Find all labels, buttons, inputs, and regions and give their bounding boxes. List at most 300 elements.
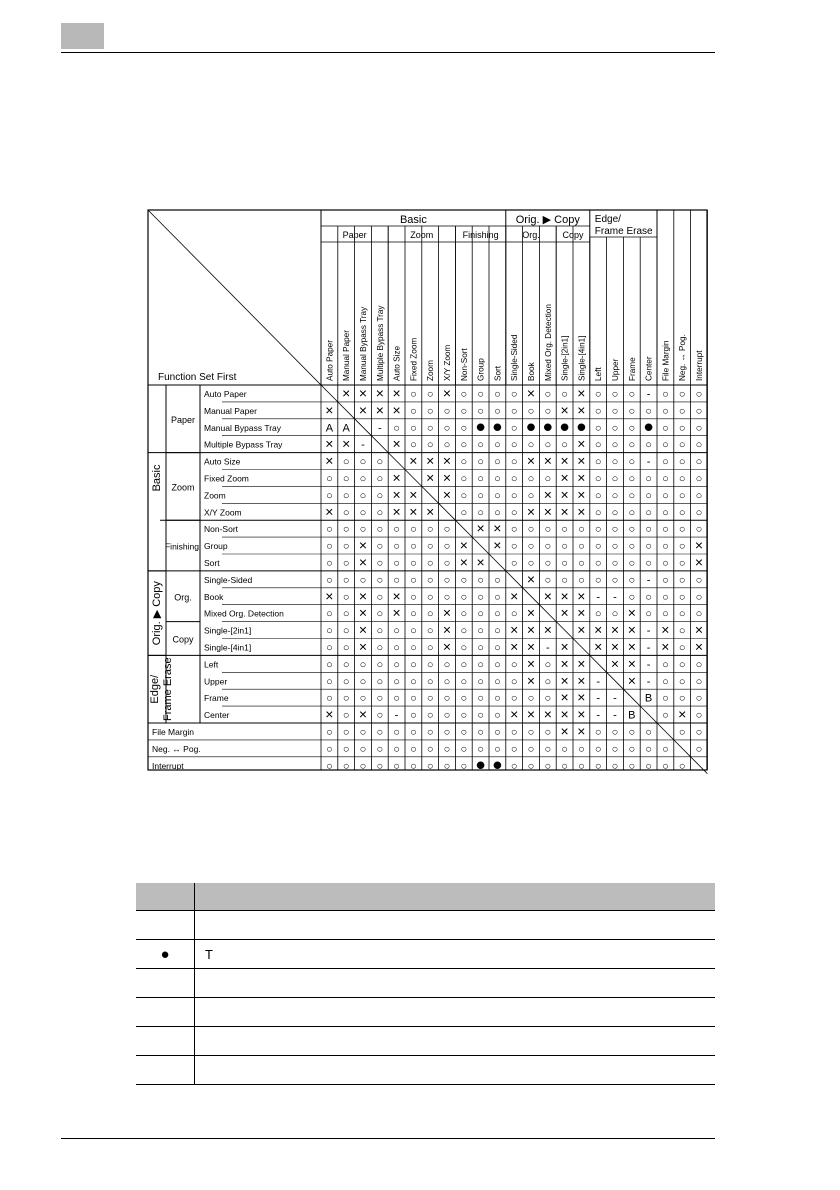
cell-available: ○ [342, 726, 350, 739]
cell-available: ○ [460, 489, 468, 502]
cell-available: ○ [494, 489, 501, 502]
cell-unavailable: × [526, 503, 536, 520]
cell-available: ○ [376, 591, 384, 604]
cell-available: ○ [678, 658, 686, 671]
cell-available: ○ [678, 726, 686, 739]
cell-available: ○ [628, 574, 636, 587]
cell-unavailable: × [375, 401, 384, 418]
cell-available: ○ [628, 726, 636, 739]
cell-available: ○ [443, 709, 451, 722]
cell-unavailable: × [610, 638, 620, 655]
cell-available: ○ [628, 557, 636, 570]
cell-unavailable: × [442, 384, 452, 401]
cell-symbol: - [646, 388, 651, 401]
cell-available: ○ [494, 388, 501, 401]
cell-available: ○ [477, 439, 484, 452]
row-label: Group [204, 541, 228, 552]
cell-available: ○ [594, 523, 602, 536]
cell-unavailable: × [358, 537, 368, 554]
column-label: Auto Size [392, 345, 402, 381]
cell-available: ○ [443, 557, 451, 570]
row-label: Left [204, 659, 219, 670]
cell-unavailable: × [543, 706, 552, 723]
legend-header-row [136, 883, 715, 911]
cell-filled-circle [561, 423, 569, 431]
cell-available: ○ [611, 743, 619, 756]
cell-available: ○ [477, 591, 484, 604]
legend-description [195, 1056, 716, 1085]
cell-unavailable: × [661, 638, 670, 655]
cell-available: ○ [611, 574, 619, 587]
cell-available: ○ [678, 540, 686, 553]
cell-available: ○ [678, 439, 686, 452]
legend-symbol [136, 911, 195, 940]
cell-unavailable: × [392, 469, 401, 486]
cell-available: ○ [510, 557, 518, 570]
cell-available: ○ [460, 456, 468, 469]
cell-available: ○ [376, 641, 384, 654]
cell-available: ○ [678, 388, 686, 401]
cell-unavailable: × [358, 553, 368, 570]
cell-unavailable: × [358, 384, 368, 401]
cell-available: ○ [326, 692, 333, 705]
cell-available: ○ [527, 743, 535, 756]
left-subgroup-label-finishing: Finishing [164, 541, 200, 552]
cell-unavailable: × [358, 401, 368, 418]
column-label: Left [594, 367, 604, 381]
cell-available: ○ [460, 388, 468, 401]
cell-available: ○ [662, 760, 669, 773]
cell-available: ○ [611, 557, 619, 570]
cell-unavailable: × [526, 604, 536, 621]
cell-available: ○ [426, 388, 434, 401]
cell-unavailable: × [577, 689, 586, 706]
cell-available: ○ [494, 709, 501, 722]
cell-available: ○ [477, 625, 484, 638]
cell-available: ○ [460, 760, 468, 773]
cell-unavailable: × [560, 401, 569, 418]
cell-available: ○ [695, 726, 703, 739]
cell-available: ○ [544, 743, 552, 756]
cell-available: ○ [611, 388, 619, 401]
cell-available: ○ [510, 405, 518, 418]
cell-unavailable: × [560, 486, 569, 503]
cell-available: ○ [645, 591, 652, 604]
cell-unavailable: × [577, 706, 586, 723]
cell-available: ○ [578, 540, 585, 553]
diagonal-cell [691, 757, 708, 774]
left-subgroup-label-copy: Copy [172, 634, 194, 645]
cell-available: ○ [342, 658, 350, 671]
cell-symbol: - [377, 422, 382, 435]
cell-available: ○ [510, 608, 518, 621]
cell-unavailable: × [442, 469, 452, 486]
cell-available: ○ [662, 557, 669, 570]
cell-available: ○ [662, 591, 669, 604]
cell-available: ○ [678, 405, 686, 418]
cell-available: ○ [359, 523, 367, 536]
cell-available: ○ [628, 439, 636, 452]
legend-description [195, 1027, 716, 1056]
cell-available: ○ [628, 506, 636, 519]
cell-available: ○ [477, 743, 484, 756]
cell-available: ○ [326, 557, 333, 570]
cell-available: ○ [628, 489, 636, 502]
cell-available: ○ [326, 608, 333, 621]
subgroup-label-paper: Paper [342, 230, 367, 240]
cell-available: ○ [678, 472, 686, 485]
cell-unavailable: × [543, 587, 552, 604]
cell-available: ○ [359, 506, 367, 519]
column-label: Group [476, 358, 486, 381]
cell-available: ○ [544, 523, 552, 536]
cell-available: ○ [510, 658, 518, 671]
legend-row [136, 1056, 715, 1085]
cell-unavailable: × [526, 638, 536, 655]
cell-available: ○ [611, 760, 619, 773]
cell-unavailable: × [661, 621, 670, 638]
cell-available: ○ [410, 540, 417, 553]
cell-symbol: - [596, 591, 601, 604]
cell-available: ○ [326, 625, 333, 638]
cell-available: ○ [510, 422, 518, 435]
column-label: Single-Sided [510, 334, 520, 381]
cell-available: ○ [326, 472, 333, 485]
row-label: Auto Size [204, 456, 241, 467]
cell-available: ○ [578, 557, 585, 570]
cell-available: ○ [443, 591, 451, 604]
cell-available: ○ [477, 641, 484, 654]
cell-available: ○ [342, 591, 350, 604]
column-label: Book [527, 362, 536, 381]
legend-symbol-filled-circle: ● [136, 940, 195, 969]
legend-description [195, 998, 716, 1027]
cell-available: ○ [326, 658, 333, 671]
cell-available: ○ [611, 608, 619, 621]
cell-available: ○ [695, 439, 703, 452]
cell-available: ○ [477, 472, 484, 485]
cell-available: ○ [494, 574, 501, 587]
diagonal-cell [623, 689, 640, 706]
cell-available: ○ [443, 760, 451, 773]
row-label: Manual Bypass Tray [204, 422, 282, 433]
column-label: Center [644, 356, 654, 381]
diagonal-cell [371, 436, 388, 453]
cell-available: ○ [544, 557, 552, 570]
cell-unavailable: × [392, 587, 401, 604]
cell-available: ○ [376, 456, 384, 469]
cell-unavailable: × [577, 435, 586, 452]
cell-available: ○ [645, 760, 652, 773]
diagonal-cell [355, 419, 372, 436]
cell-unavailable: × [526, 570, 536, 587]
cell-available: ○ [578, 574, 585, 587]
cell-symbol: - [613, 709, 617, 722]
legend-row [136, 940, 715, 969]
row-label: Single-[2in1] [204, 625, 252, 636]
cell-available: ○ [326, 760, 333, 773]
cell-available: ○ [662, 540, 669, 553]
cell-available: ○ [494, 743, 501, 756]
cell-available: ○ [544, 472, 552, 485]
row-label: Interrupt [152, 760, 184, 771]
cell-available: ○ [527, 540, 535, 553]
cell-available: ○ [342, 540, 350, 553]
group-label-edge: Edge/ [594, 214, 621, 225]
legend-header-symbol [136, 883, 195, 911]
cell-available: ○ [662, 743, 669, 756]
cell-available: ○ [611, 439, 619, 452]
footer-rule [61, 1138, 715, 1139]
cell-available: ○ [393, 574, 400, 587]
cell-filled-circle [544, 423, 552, 431]
row-label: X/Y Zoom [204, 507, 242, 518]
cell-available: ○ [376, 540, 384, 553]
cell-unavailable: × [325, 706, 334, 723]
cell-available: ○ [695, 405, 703, 418]
cell-available: ○ [410, 439, 417, 452]
cell-unavailable: × [510, 621, 519, 638]
cell-available: ○ [695, 658, 703, 671]
cell-unavailable: × [560, 655, 569, 672]
cell-unavailable: × [358, 706, 368, 723]
column-label: Upper [611, 358, 620, 381]
cell-available: ○ [662, 692, 669, 705]
cell-available: ○ [426, 658, 434, 671]
cell-available: ○ [460, 591, 468, 604]
cell-available: ○ [460, 692, 468, 705]
cell-unavailable: × [594, 638, 603, 655]
cell-unavailable: × [476, 553, 485, 570]
cell-available: ○ [359, 760, 367, 773]
cell-unavailable: × [694, 621, 704, 638]
column-label: File Margin [661, 340, 671, 381]
cell-available: ○ [376, 472, 384, 485]
cell-available: ○ [443, 574, 451, 587]
cell-unavailable: × [577, 486, 586, 503]
cell-unavailable: × [392, 384, 401, 401]
cell-available: ○ [662, 675, 669, 688]
cell-available: ○ [611, 506, 619, 519]
cell-available: ○ [326, 641, 333, 654]
cell-symbol: - [596, 709, 601, 722]
cell-available: ○ [494, 692, 501, 705]
cell-available: ○ [645, 743, 652, 756]
cell-available: ○ [410, 743, 417, 756]
cell-filled-circle [645, 423, 653, 431]
cell-unavailable: × [325, 452, 334, 469]
cell-available: ○ [426, 675, 434, 688]
cell-available: ○ [611, 489, 619, 502]
subgroup-label-finishing: Finishing [462, 230, 499, 240]
cell-available: ○ [477, 608, 484, 621]
cell-available: ○ [611, 456, 619, 469]
cell-unavailable: × [577, 672, 586, 689]
cell-available: ○ [342, 523, 350, 536]
cell-symbol: - [646, 641, 651, 654]
cell-available: ○ [544, 540, 552, 553]
cell-available: ○ [376, 557, 384, 570]
cell-available: ○ [342, 692, 350, 705]
cell-available: ○ [342, 472, 350, 485]
legend-row [136, 969, 715, 998]
cell-unavailable: × [560, 689, 569, 706]
cell-available: ○ [494, 608, 501, 621]
cell-available: ○ [342, 456, 350, 469]
cell-unavailable: × [560, 638, 569, 655]
cell-available: ○ [662, 472, 669, 485]
cell-available: ○ [510, 743, 518, 756]
cell-available: ○ [695, 608, 703, 621]
diagonal-cell [539, 605, 556, 622]
cell-unavailable: × [526, 706, 536, 723]
cell-unavailable: × [543, 621, 552, 638]
cell-available: ○ [594, 489, 602, 502]
cell-available: ○ [695, 456, 703, 469]
cell-available: ○ [611, 405, 619, 418]
cell-available: ○ [410, 591, 417, 604]
cell-available: ○ [628, 760, 636, 773]
cell-available: ○ [662, 422, 669, 435]
cell-available: ○ [494, 658, 501, 671]
diagonal-cell [523, 588, 540, 605]
diagonal-cell [405, 470, 422, 487]
cell-available: ○ [477, 574, 484, 587]
cell-unavailable: × [543, 486, 552, 503]
cell-available: ○ [359, 456, 367, 469]
cell-available: ○ [443, 658, 451, 671]
cell-available: ○ [477, 456, 484, 469]
cell-available: ○ [342, 641, 350, 654]
legend-symbol [136, 1027, 195, 1056]
cell-available: ○ [510, 692, 518, 705]
cell-available: ○ [594, 760, 602, 773]
diagonal-cell [388, 453, 405, 470]
cell-symbol: - [646, 675, 651, 688]
cell-available: ○ [477, 726, 484, 739]
cell-available: ○ [443, 726, 451, 739]
cell-available: ○ [426, 743, 434, 756]
cell-symbol: - [646, 625, 651, 638]
cell-available: ○ [594, 422, 602, 435]
cell-available: ○ [561, 557, 568, 570]
cell-available: ○ [594, 439, 602, 452]
row-label: Non-Sort [204, 524, 239, 535]
cell-symbol: - [394, 709, 399, 722]
cell-available: ○ [695, 506, 703, 519]
cell-available: ○ [578, 760, 585, 773]
legend-row [136, 998, 715, 1027]
cell-available: ○ [426, 641, 434, 654]
cell-available: ○ [544, 760, 552, 773]
cell-available: ○ [410, 523, 417, 536]
cell-available: ○ [326, 540, 333, 553]
cell-unavailable: × [325, 587, 334, 604]
cell-available: ○ [426, 540, 434, 553]
cell-available: ○ [544, 726, 552, 739]
cell-filled-circle [494, 761, 502, 769]
cell-available: ○ [544, 388, 552, 401]
cell-available: ○ [662, 608, 669, 621]
row-label: Zoom [204, 490, 226, 501]
cell-available: ○ [510, 726, 518, 739]
cell-available: ○ [611, 422, 619, 435]
cell-available: ○ [359, 726, 367, 739]
cell-available: ○ [544, 405, 552, 418]
diagonal-cell [472, 537, 489, 554]
cell-available: ○ [645, 608, 652, 621]
cell-available: ○ [510, 523, 518, 536]
left-subgroup-label-org: Org. [174, 592, 192, 603]
cell-available: ○ [527, 557, 535, 570]
cell-available: ○ [510, 388, 518, 401]
cell-available: ○ [410, 675, 417, 688]
cell-available: ○ [594, 405, 602, 418]
cell-available: ○ [393, 557, 400, 570]
cell-available: ○ [628, 472, 636, 485]
cell-unavailable: × [560, 706, 569, 723]
cell-unavailable: × [577, 384, 586, 401]
cell-symbol: A [342, 422, 350, 435]
cell-unavailable: × [325, 435, 334, 452]
legend-description [195, 911, 716, 940]
cell-available: ○ [510, 760, 518, 773]
subgroup-label-zoom: Zoom [410, 230, 434, 240]
cell-unavailable: × [476, 520, 485, 537]
cell-unavailable: × [560, 452, 569, 469]
cell-available: ○ [326, 574, 333, 587]
cell-available: ○ [410, 726, 417, 739]
cell-available: ○ [393, 625, 400, 638]
cell-available: ○ [662, 456, 669, 469]
column-label: X/Y Zoom [443, 344, 452, 381]
cell-available: ○ [376, 726, 384, 739]
cell-symbol: - [646, 658, 651, 671]
cell-unavailable: × [409, 503, 418, 520]
diagonal-cell [657, 723, 674, 740]
legend-description [195, 969, 716, 998]
row-label: File Margin [152, 726, 195, 737]
corner-label: Function Set First [158, 372, 237, 383]
cell-available: ○ [460, 608, 468, 621]
cell-available: ○ [426, 591, 434, 604]
column-label: Manual Paper [342, 330, 352, 381]
cell-available: ○ [410, 422, 417, 435]
cell-unavailable: × [526, 655, 536, 672]
cell-available: ○ [410, 405, 417, 418]
cell-unavailable: × [610, 621, 620, 638]
subgroup-label-copy: Copy [562, 230, 584, 240]
cell-available: ○ [678, 557, 686, 570]
cell-unavailable: × [577, 655, 586, 672]
cell-available: ○ [628, 388, 636, 401]
cell-available: ○ [645, 506, 652, 519]
diagonal-cell [439, 503, 456, 520]
cell-available: ○ [426, 608, 434, 621]
cell-available: ○ [645, 557, 652, 570]
cell-available: ○ [561, 388, 568, 401]
legend-row [136, 1027, 715, 1056]
cell-unavailable: × [493, 520, 502, 537]
cell-available: ○ [342, 489, 350, 502]
cell-available: ○ [410, 625, 417, 638]
cell-available: ○ [544, 439, 552, 452]
cell-available: ○ [376, 574, 384, 587]
cell-unavailable: × [627, 655, 636, 672]
left-subgroup-label-paper: Paper [170, 414, 196, 425]
cell-unavailable: × [577, 503, 586, 520]
cell-available: ○ [393, 422, 400, 435]
